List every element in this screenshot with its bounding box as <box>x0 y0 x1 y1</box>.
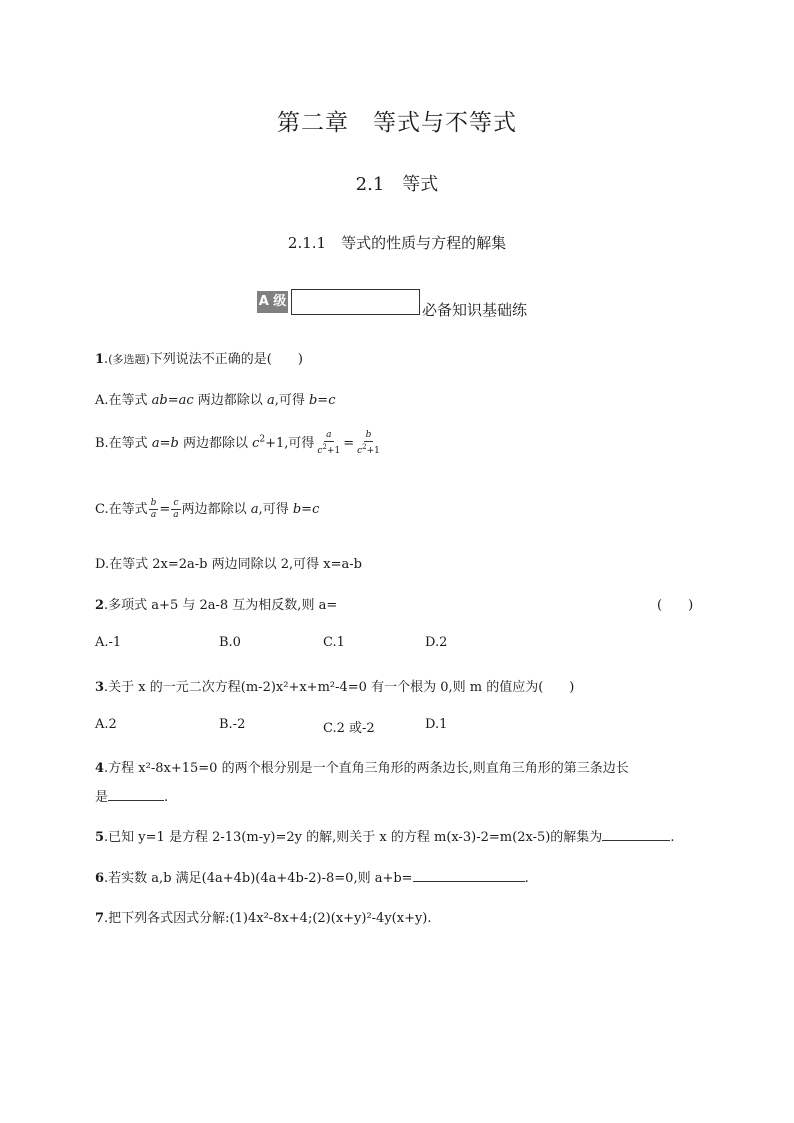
question-6 <box>95 867 529 886</box>
option-text: 两边都除以 <box>178 436 253 451</box>
question-number: 2 <box>95 598 105 613</box>
question-number: 1 <box>95 352 105 367</box>
option-3b: B.-2 <box>219 717 246 732</box>
level-score-box <box>291 289 420 315</box>
question-stem: 下列说法不正确的是( ) <box>149 352 303 367</box>
question-text: . <box>670 830 675 845</box>
option-2c: C.1 <box>323 635 345 650</box>
option-2b: B.0 <box>219 635 241 650</box>
answer-blank[interactable] <box>108 788 164 801</box>
option-text: 两边都除以 <box>181 502 251 517</box>
option-3a: A.2 <box>95 717 117 732</box>
option-2d: D.2 <box>425 635 448 650</box>
question-number: 6 <box>95 871 105 886</box>
option-text: C.在等式 <box>95 502 148 517</box>
question-number: 5 <box>95 830 105 845</box>
option-1d: D.在等式 2x=2a-b 两边同除以 2,可得 x=a-b <box>95 557 362 572</box>
question-stem: .方程 x²-8x+15=0 的两个根分别是一个直角三角形的两条边长,则直角三角形的第三条边长 <box>104 761 629 776</box>
fraction: $\frac{a}{c^2+1}$ <box>317 430 341 456</box>
fraction: $\frac{c}{a}$ <box>173 498 179 520</box>
question-7 <box>95 907 432 926</box>
question-3 <box>95 676 574 695</box>
question-4 <box>95 757 629 776</box>
question-text: 是 <box>95 790 109 805</box>
level-badge: A 级 <box>257 291 288 313</box>
option-1a: A.在等式 ab=ac 两边都除以 a,可得 b=c <box>95 393 336 408</box>
option-text: A.在等式 <box>95 393 152 408</box>
question-number: 3 <box>95 680 105 695</box>
level-label: 必备知识基础练 <box>422 301 528 319</box>
option-text: 两边都除以 <box>193 393 267 408</box>
answer-blank[interactable] <box>413 869 525 882</box>
option-1c: C.在等式 $\frac{b}{a}$ = $\frac{c}{a}$ 两边都除以 a,可得 b=c <box>95 498 320 520</box>
option-text: B.在等式 <box>95 436 152 451</box>
question-stem: .关于 x 的一元二次方程(m-2)x²+x+m²-4=0 有一个根为 0,则 m 的值应为( ) <box>104 680 575 695</box>
option-text: ,可得 <box>284 436 315 451</box>
question-stem: .多项式 a+5 与 2a-8 互为相反数,则 a= <box>104 598 338 613</box>
question-tag: (多选题) <box>108 353 150 366</box>
question-text: . <box>524 871 529 886</box>
answer-blank[interactable] <box>602 828 670 841</box>
section-title: 2.1 等式 <box>355 174 439 195</box>
question-4-line2 <box>95 786 168 805</box>
fraction: $\frac{b}{a}$ <box>150 498 157 520</box>
question-stem: .已知 y=1 是方程 2-13(m-y)=2y 的解,则关于 x 的方程 m(x-3)-2=m(2x-5)的解集为 <box>104 830 603 845</box>
fraction: $\frac{b}{c^2+1}$ <box>357 430 380 456</box>
question-number: 7 <box>95 911 105 926</box>
question-1: 1.(多选题)下列说法不正确的是( ) <box>95 352 303 367</box>
option-2a: A.-1 <box>95 635 122 650</box>
option-text: ,可得 <box>258 502 293 517</box>
question-stem: .若实数 a,b 满足(4a+4b)(4a+4b-2)-8=0,则 a+b= <box>104 871 413 886</box>
question-2 <box>95 594 337 613</box>
answer-paren: ( ) <box>657 598 694 613</box>
question-stem: .把下列各式因式分解:(1)4x²-8x+4;(2)(x+y)²-4y(x+y). <box>104 911 432 926</box>
option-3c: C.2 或-2 <box>323 721 375 736</box>
chapter-title: 第二章 等式与不等式 <box>277 110 517 136</box>
option-text: ,可得 <box>274 393 309 408</box>
subsection-title: 2.1.1 等式的性质与方程的解集 <box>287 234 507 252</box>
question-number: 4 <box>95 761 105 776</box>
question-5 <box>95 826 674 845</box>
option-3d: D.1 <box>425 717 448 732</box>
option-1b: B.在等式 a=b 两边都除以 $c^2+1$,可得 $\frac{a}{c^2+1}$ = $\frac{b}{c^2+1}$ <box>95 430 380 456</box>
question-text: . <box>164 790 169 805</box>
